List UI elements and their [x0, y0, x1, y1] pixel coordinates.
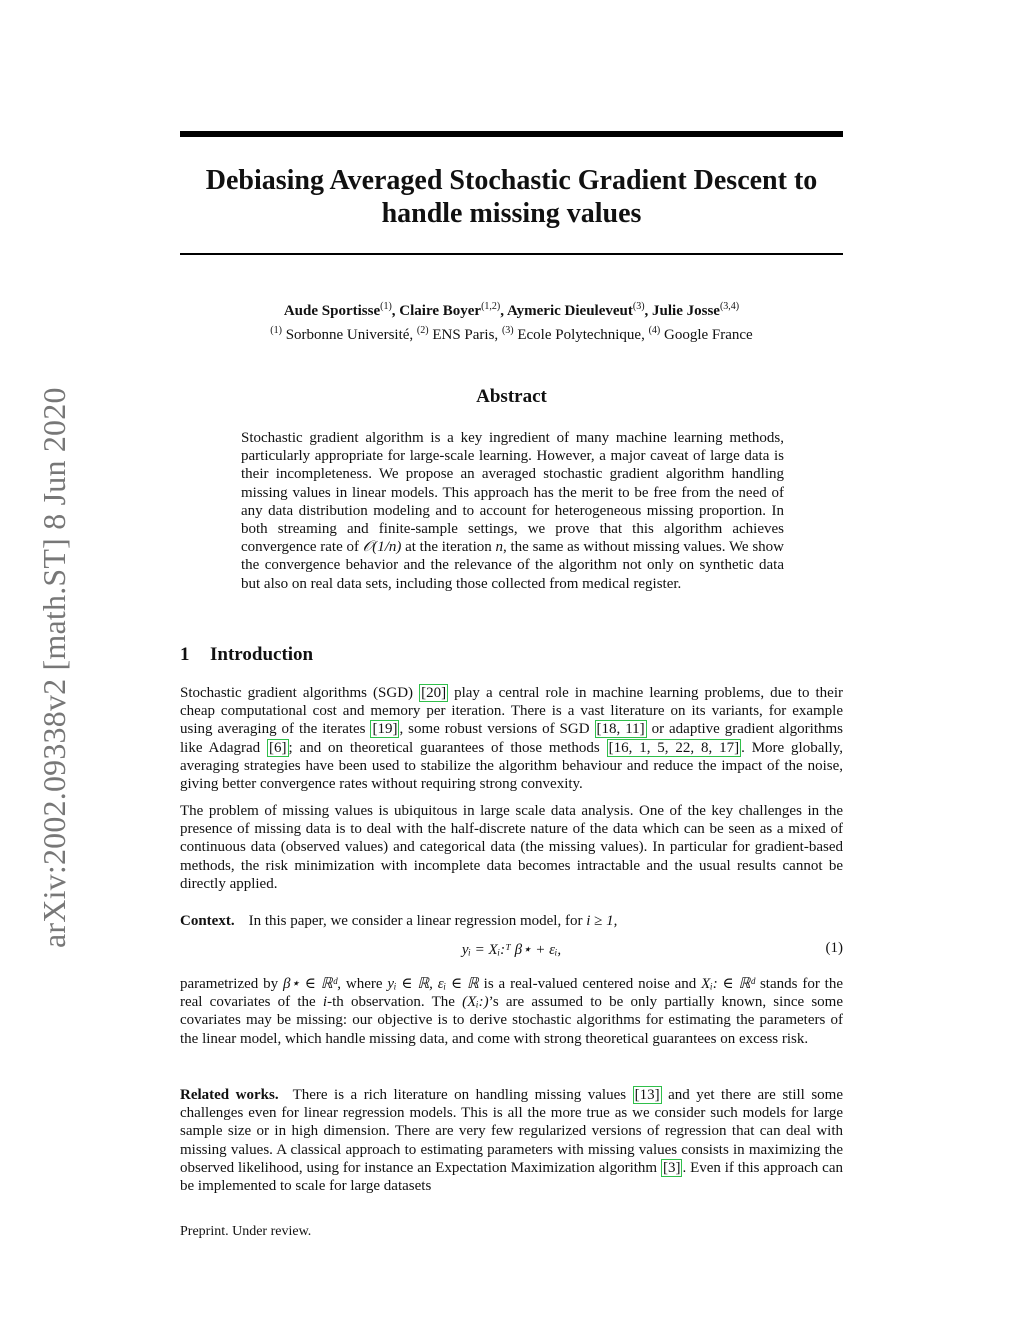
affiliations — [180, 321, 843, 345]
affil-2: ENS Paris, — [432, 327, 499, 343]
abstract-n: n — [495, 539, 503, 556]
math: Xᵢ: ∈ ℝᵈ — [701, 976, 756, 992]
affil-3-mark: (3) — [501, 325, 514, 336]
affil-2-mark: (2) — [416, 325, 429, 336]
affil-1-mark: (1) — [270, 325, 282, 336]
author-1-affil: (1) — [380, 301, 392, 312]
author-3: Aymeric Dieuleveut — [506, 303, 633, 319]
text: -th observation. The — [327, 994, 463, 1011]
affil-4-mark: (4) — [648, 325, 661, 336]
text: parametrized by — [180, 976, 284, 992]
section-title: Introduction — [210, 644, 314, 665]
author-3-affil: (3) — [632, 301, 645, 312]
math: yᵢ ∈ ℝ, εᵢ ∈ ℝ — [387, 976, 479, 992]
text: There is a rich literature on handling missing values — [292, 1087, 633, 1103]
author-2-affil: (1,2) — [481, 301, 501, 312]
text: ’s are assumed to be only partially known, since some covariates may be missing: our objective is to derive stochastic algorithms for estimating the parameters of the linear model, which handle missing data, and come with strong theoretical guarantees on excess risk. — [180, 994, 843, 1047]
abstract-rate: 𝒪(1/n) — [362, 539, 402, 556]
math: β⋆ ∈ ℝᵈ — [283, 976, 338, 992]
abstract-text-3: , the same as without missing values. We show the convergence behavior and the relevance of the algorithm not only on synthetic data but also on real data sets, including those collected from medical register. — [241, 539, 784, 592]
citation-link[interactable]: [16, 1, 5, 22, 8, 17] — [608, 739, 740, 756]
context-paragraph — [180, 912, 843, 930]
text: , some robust versions of SGD — [399, 721, 595, 738]
related-label: Related works. — [180, 1087, 279, 1103]
title-bottom-rule — [180, 253, 843, 255]
citation-link[interactable]: [20] — [421, 685, 447, 701]
intro-paragraph-2 — [180, 802, 843, 893]
text: is a real-valued centered noise and — [478, 976, 702, 992]
page-footer: Preprint. Under review. — [180, 1224, 312, 1239]
author-names: Aude Sportisse$^{(1)}$, Claire Boyer$^{(1,2)}$, Aymeric Dieuleveut$^{(3)}$, Julie Josse$^{(3,4)}$ — [283, 301, 740, 319]
section-heading-introduction — [180, 644, 313, 666]
text: . More globally, averaging strategies have been used to stabilize the algorithm behaviour and reduce the impact of the noise, giving better convergence rates without requiring strong convexity. — [180, 739, 843, 793]
context-label: Context. — [180, 913, 235, 929]
text: . Even if this approach can be implemented to scale for large datasets — [180, 1159, 843, 1195]
text: or adaptive gradient algorithms like Adagrad — [180, 721, 843, 756]
abstract-heading: Abstract — [476, 386, 547, 407]
context-condition: i ≥ 1, — [586, 913, 618, 929]
text: Stochastic gradient algorithms (SGD) — [180, 685, 420, 701]
citation-link[interactable]: [18, 11] — [596, 721, 645, 738]
paper-title — [180, 164, 843, 230]
abstract-text-1: Stochastic gradient algorithm is a key ingredient of many machine learning methods, particularly appropriate for large-scale learning. However, a major caveat of large data is their incompleteness. We propose an averaged stochastic gradient algorithm handling missing values in linear models. This approach has the merit to be free from the need of any data distribution modeling and to account for heterogeneous missing proportion. In both streaming and finite-sample settings, we prove that this algorithm achieves convergence rate of — [241, 430, 784, 556]
title-line-2: handle missing values — [381, 198, 642, 229]
text: and yet there are still some challenges even for linear regression models. This is all the more true as we consider such models for large sample size or in high dimension. There are very few regularized versions of regression that can deal with missing values. A classical approach to estimating parameters with missing values consists in maximizing the observed likelihood, using for instance an Expectation Maximization algorithm — [180, 1087, 843, 1176]
title-top-rule — [180, 131, 843, 137]
text: play a central role in machine learning problems, due to their cheap computational cost and memory per iteration. There is a vast literature on its variants, for example using averaging of the iterates — [180, 685, 843, 738]
related-works-paragraph — [180, 1086, 843, 1195]
affil-1: Sorbonne Université, — [285, 327, 414, 343]
affil-3: Ecole Polytechnique, — [517, 327, 645, 343]
paragraph-text: The problem of missing values is ubiquitous in large scale data analysis. One of the key challenges in the presence of missing data is to deal with the half-discrete nature of the data which can be seen as a mixed of continuous data (observed values) and categorical data (the missing values). In particular for gradient-based methods, the risk minimization with incomplete data becomes intractable and the usual results cannot be directly applied. — [180, 803, 843, 892]
text: , where — [337, 976, 388, 992]
equation-1 — [180, 940, 843, 962]
text: ; and on theoretical guarantees of those methods — [288, 739, 607, 756]
citation-link[interactable]: [3] — [662, 1159, 681, 1176]
title-line-1: Debiasing Averaged Stochastic Gradient Descent to — [205, 165, 818, 196]
parametrization-paragraph — [180, 975, 843, 1048]
equation-expression: yᵢ = Xᵢ:ᵀ β⋆ + εᵢ, — [461, 942, 562, 958]
text: stands for the real covariates of the — [180, 976, 844, 1011]
citation-link[interactable]: [19] — [372, 721, 398, 738]
author-2: Claire Boyer — [399, 303, 482, 319]
author-1: Aude Sportisse — [283, 303, 381, 319]
author-block — [180, 297, 843, 345]
context-text: In this paper, we consider a linear regression model, for — [248, 913, 587, 929]
section-number: 1 — [180, 644, 190, 665]
citation-link[interactable]: [13] — [634, 1087, 660, 1103]
author-4: Julie Josse — [652, 303, 720, 319]
math: i — [322, 994, 328, 1011]
citation-link[interactable]: [6] — [269, 739, 287, 756]
abstract-text-2: at the iteration — [401, 539, 496, 556]
intro-paragraph-1 — [180, 684, 843, 793]
equation-number: (1) — [825, 940, 843, 956]
author-4-affil: (3,4) — [719, 301, 740, 312]
arxiv-stamp: arXiv:2002.09338v2 [math.ST] 8 Jun 2020 — [36, 387, 72, 948]
affil-4: Google France — [664, 327, 753, 343]
math: (Xᵢ:) — [462, 994, 489, 1011]
abstract-body — [241, 429, 784, 593]
